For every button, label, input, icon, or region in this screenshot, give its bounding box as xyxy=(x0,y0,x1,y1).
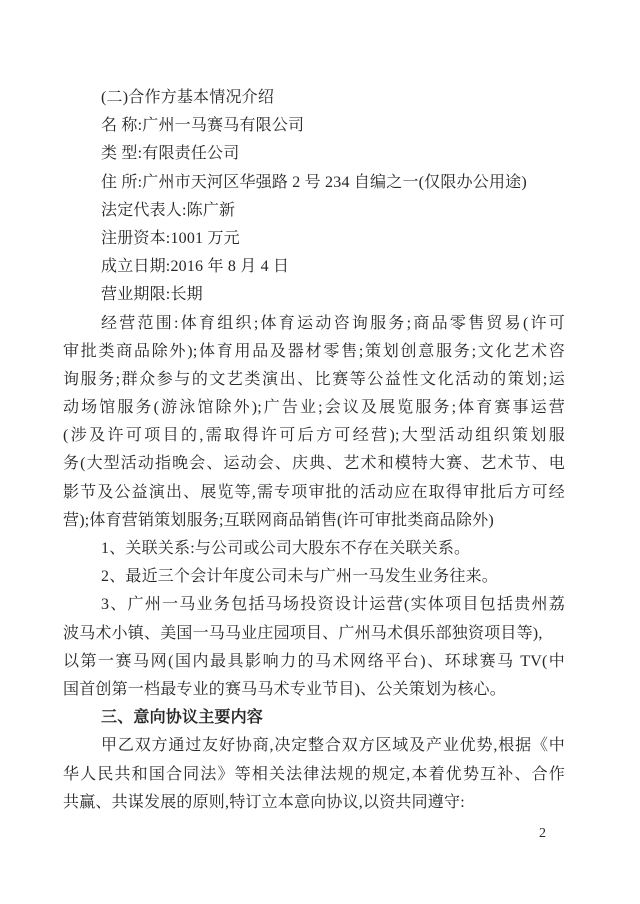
text-line: 住 所:广州市天河区华强路 2 号 234 自编之一(仅限办公用途) xyxy=(101,173,527,191)
text-line: 国首创第一档最专业的赛马马术专业节目)、公关策划为核心。 xyxy=(63,680,506,698)
text-line: 动场馆服务(游泳馆除外);广告业;会议及展览服务;体育赛事运营 xyxy=(63,399,565,417)
text-line: (涉及许可项目的,需取得许可后方可经营);大型活动组织策划服 xyxy=(63,427,565,445)
text-line: 甲乙双方通过友好协商,决定整合双方区域及产业优势,根据《中 xyxy=(101,737,565,755)
text-line: 成立日期:2016 年 8 月 4 日 xyxy=(101,258,290,276)
text-line: 类 型:有限责任公司 xyxy=(101,145,240,163)
text-line: 询服务;群众参与的文艺类演出、比赛等公益性文化活动的策划;运 xyxy=(63,370,565,388)
document-body xyxy=(63,84,565,817)
text-line: 2、最近三个会计年度公司未与广州一马发生业务往来。 xyxy=(101,568,499,586)
text-line: 影节及公益演出、展览等,需专项审批的活动应在取得审批后方可经 xyxy=(63,483,565,501)
text-line: 审批类商品除外);体育用品及器材零售;策划创意服务;文化艺术咨 xyxy=(63,342,565,360)
text-line: 法定代表人:陈广新 xyxy=(101,201,236,219)
text-line: 名 称:广州一马赛马有限公司 xyxy=(101,117,305,135)
text-line: 华人民共和国合同法》等相关法律法规的规定,本着优势互补、合作 xyxy=(63,765,565,783)
text-line: 共赢、共谋发展的原则,特订立本意向协议,以资共同遵守: xyxy=(63,793,465,811)
text-line: 务(大型活动指晚会、运动会、庆典、艺术和模特大赛、艺术节、电 xyxy=(63,455,565,473)
text-line: 注册资本:1001 万元 xyxy=(101,229,240,247)
text-line: 营);体育营销策划服务;互联网商品销售(许可审批类商品除外) xyxy=(63,511,494,529)
text-line: 波马术小镇、美国一马马业庄园项目、广州马术俱乐部独资项目等), xyxy=(63,624,543,642)
section-heading: 三、意向协议主要内容 xyxy=(101,709,264,727)
text-line: 以第一赛马网(国内最具影响力的马术网络平台)、环球赛马 TV(中 xyxy=(63,652,565,670)
text-line: (二)合作方基本情况介绍 xyxy=(101,89,275,106)
text-line: 营业期限:长期 xyxy=(101,286,203,304)
text-line: 3、广州一马业务包括马场投资设计运营(实体项目包括贵州荔 xyxy=(101,596,565,614)
page-number: 2 xyxy=(539,826,546,841)
text-line: 经营范围:体育组织;体育运动咨询服务;商品零售贸易(许可 xyxy=(101,314,565,332)
text-line: 1、关联关系:与公司或公司大股东不存在关联关系。 xyxy=(101,540,471,557)
